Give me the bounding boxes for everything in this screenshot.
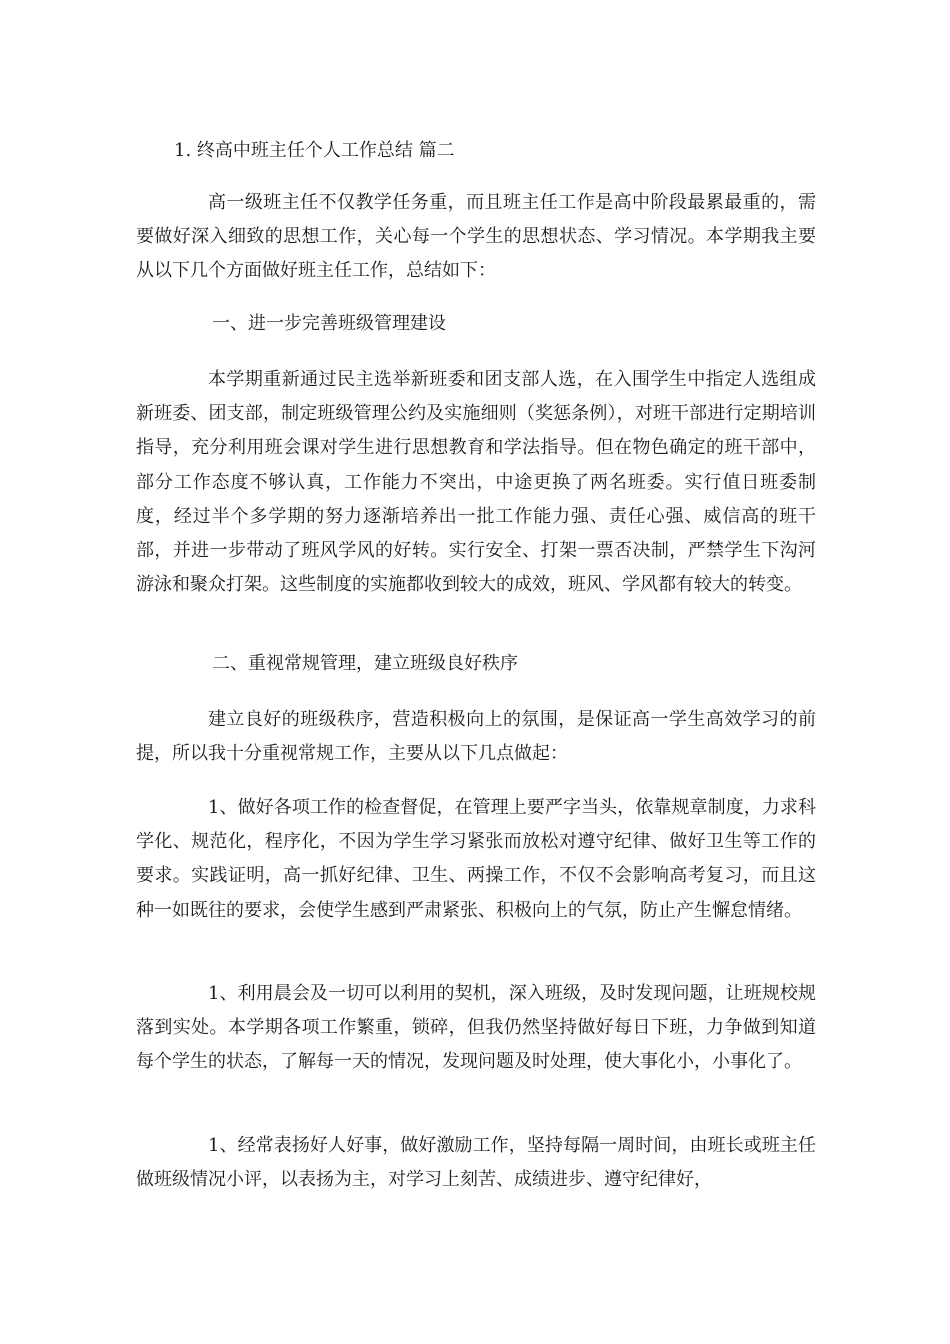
list-item-2: 1、利用晨会及一切可以利用的契机，深入班级，及时发现问题，让班规校规落到实处。本学期各项工作繁重，锁碎，但我仍然坚持做好每日下班，力争做到知道每个学生的状态，了解每一天的情况，发现问题及时处理，使大事化小，小事化了。 xyxy=(136,983,816,1073)
section2-intro-paragraph: 建立良好的班级秩序，营造积极向上的氛围，是保证高一学生高效学习的前提，所以我十分重视常规工作，主要从以下几点做起： xyxy=(136,709,816,765)
list-item-3: 1、经常表扬好人好事，做好激励工作，坚持每隔一周时间，由班长或班主任做班级情况小评，以表扬为主，对学习上刻苦、成绩进步、遵守纪律好， xyxy=(136,1135,816,1191)
list-item-1: 1、做好各项工作的检查督促，在管理上要严字当头，依靠规章制度，力求科学化、规范化，程序化，不因为学生学习紧张而放松对遵守纪律、做好卫生等工作的要求。实践证明，高一抓好纪律、卫生、两操工作，不仅不会影响高考复习，而且这种一如既往的要求，会使学生感到严肃紧张、积极向上的气氛，防止产生懈怠情绪。 xyxy=(136,797,816,921)
section1-heading: 一、进一步完善班级管理建设 xyxy=(212,313,446,334)
document-title: 1. 终高中班主任个人工作总结 篇二 xyxy=(174,140,455,161)
section2-heading: 二、重视常规管理，建立班级良好秩序 xyxy=(212,653,518,674)
section1-paragraph: 本学期重新通过民主选举新班委和团支部人选，在入围学生中指定人选组成新班委、团支部，制定班级管理公约及实施细则（奖惩条例），对班干部进行定期培训指导，充分利用班会课对学生进行思想教育和学法指导。但在物色确定的班干部中，部分工作态度不够认真，工作能力不突出，中途更换了两名班委。实行值日班委制度，经过半个多学期的努力逐渐培养出一批工作能力强、责任心强、威信高的班干部，并进一步带动了班风学风的好转。实行安全、打架一票否决制，严禁学生下沟河游泳和聚众打架。这些制度的实施都收到较大的成效，班风、学风都有较大的转变。 xyxy=(136,369,816,596)
intro-paragraph: 高一级班主任不仅教学任务重，而且班主任工作是高中阶段最累最重的，需要做好深入细致的思想工作，关心每一个学生的思想状态、学习情况。本学期我主要从以下几个方面做好班主任工作，总结如下： xyxy=(136,192,816,282)
